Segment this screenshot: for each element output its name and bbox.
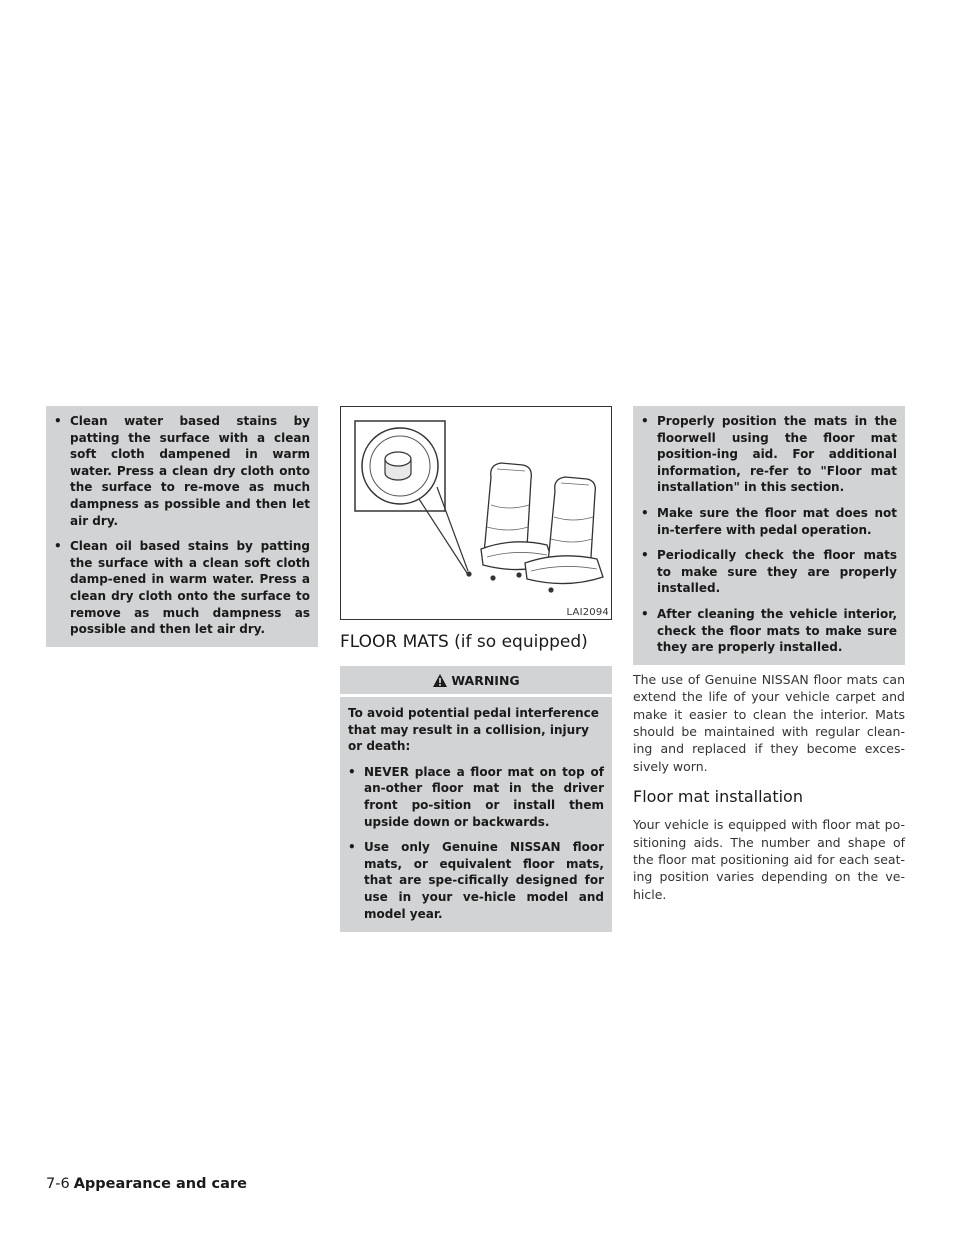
bullet-item: • Make sure the floor mat does not in-terfere with pedal operation. xyxy=(641,505,897,537)
warning-intro: To avoid potential pedal interference that may result in a collision, injury or death: xyxy=(348,706,599,754)
warning-header xyxy=(340,666,612,697)
bullet-item: • NEVER place a floor mat on top of an-other floor mat in the driver front po-sition or install them upside down or backwards. xyxy=(348,764,604,829)
column-right xyxy=(633,406,905,903)
page-number: 7-6 xyxy=(46,1176,70,1192)
warning-label: WARNING xyxy=(451,673,520,688)
page-footer xyxy=(46,1176,247,1192)
chapter-title: Appearance and care xyxy=(73,1176,247,1192)
section-title: FLOOR MATS (if so equipped) xyxy=(340,632,588,652)
warning-triangle-icon xyxy=(432,673,448,688)
bullet-item: • Periodically check the floor mats to make sure they are properly installed. xyxy=(641,548,897,596)
body-paragraph: Your vehicle is equipped with floor mat po-sitioning aids. The number and shape of the floor mat positioning aid for each seat-ing position varies depending on the ve-hicle. xyxy=(633,817,905,902)
floor-mat-figure xyxy=(340,406,612,620)
warning-box xyxy=(340,666,612,932)
bullet-item: • Use only Genuine NISSAN floor mats, or equivalent floor mats, that are spe-cifically designed for use in your ve-hicle model and model year. xyxy=(348,840,604,921)
column-left xyxy=(46,406,318,647)
cleaning-notes-box xyxy=(46,406,318,647)
column-middle xyxy=(340,406,612,932)
bullet-item: • After cleaning the vehicle interior, check the floor mats to make sure they are properly installed. xyxy=(641,606,897,655)
subsection-title: Floor mat installation xyxy=(633,787,803,807)
seats-floor-mat-aid-icon xyxy=(341,407,611,619)
bullet-item: • Clean oil based stains by patting the surface with a clean soft cloth damp-ened in warm water. Press a clean dry cloth onto the surface to remove as much dampness as possible and then let air dry. xyxy=(54,539,310,637)
figure-code: LAI2094 xyxy=(566,607,609,618)
body-paragraph: The use of Genuine NISSAN floor mats can extend the life of your vehicle carpet and make it easier to clean the interior. Mats should be maintained with regular clean-ing and replaced if they become exces-sively worn. xyxy=(633,671,905,774)
warning-continued-box xyxy=(633,406,905,665)
bullet-item: • Clean water based stains by patting the surface with a clean soft cloth dampened in warm water. Press a clean dry cloth onto the surface to re-move as much dampness as possible and then let air dry. xyxy=(54,414,310,528)
bullet-item: • Properly position the mats in the floorwell using the floor mat position-ing aid. For additional information, re-fer to "Floor mat installation" in this section. xyxy=(641,414,897,495)
